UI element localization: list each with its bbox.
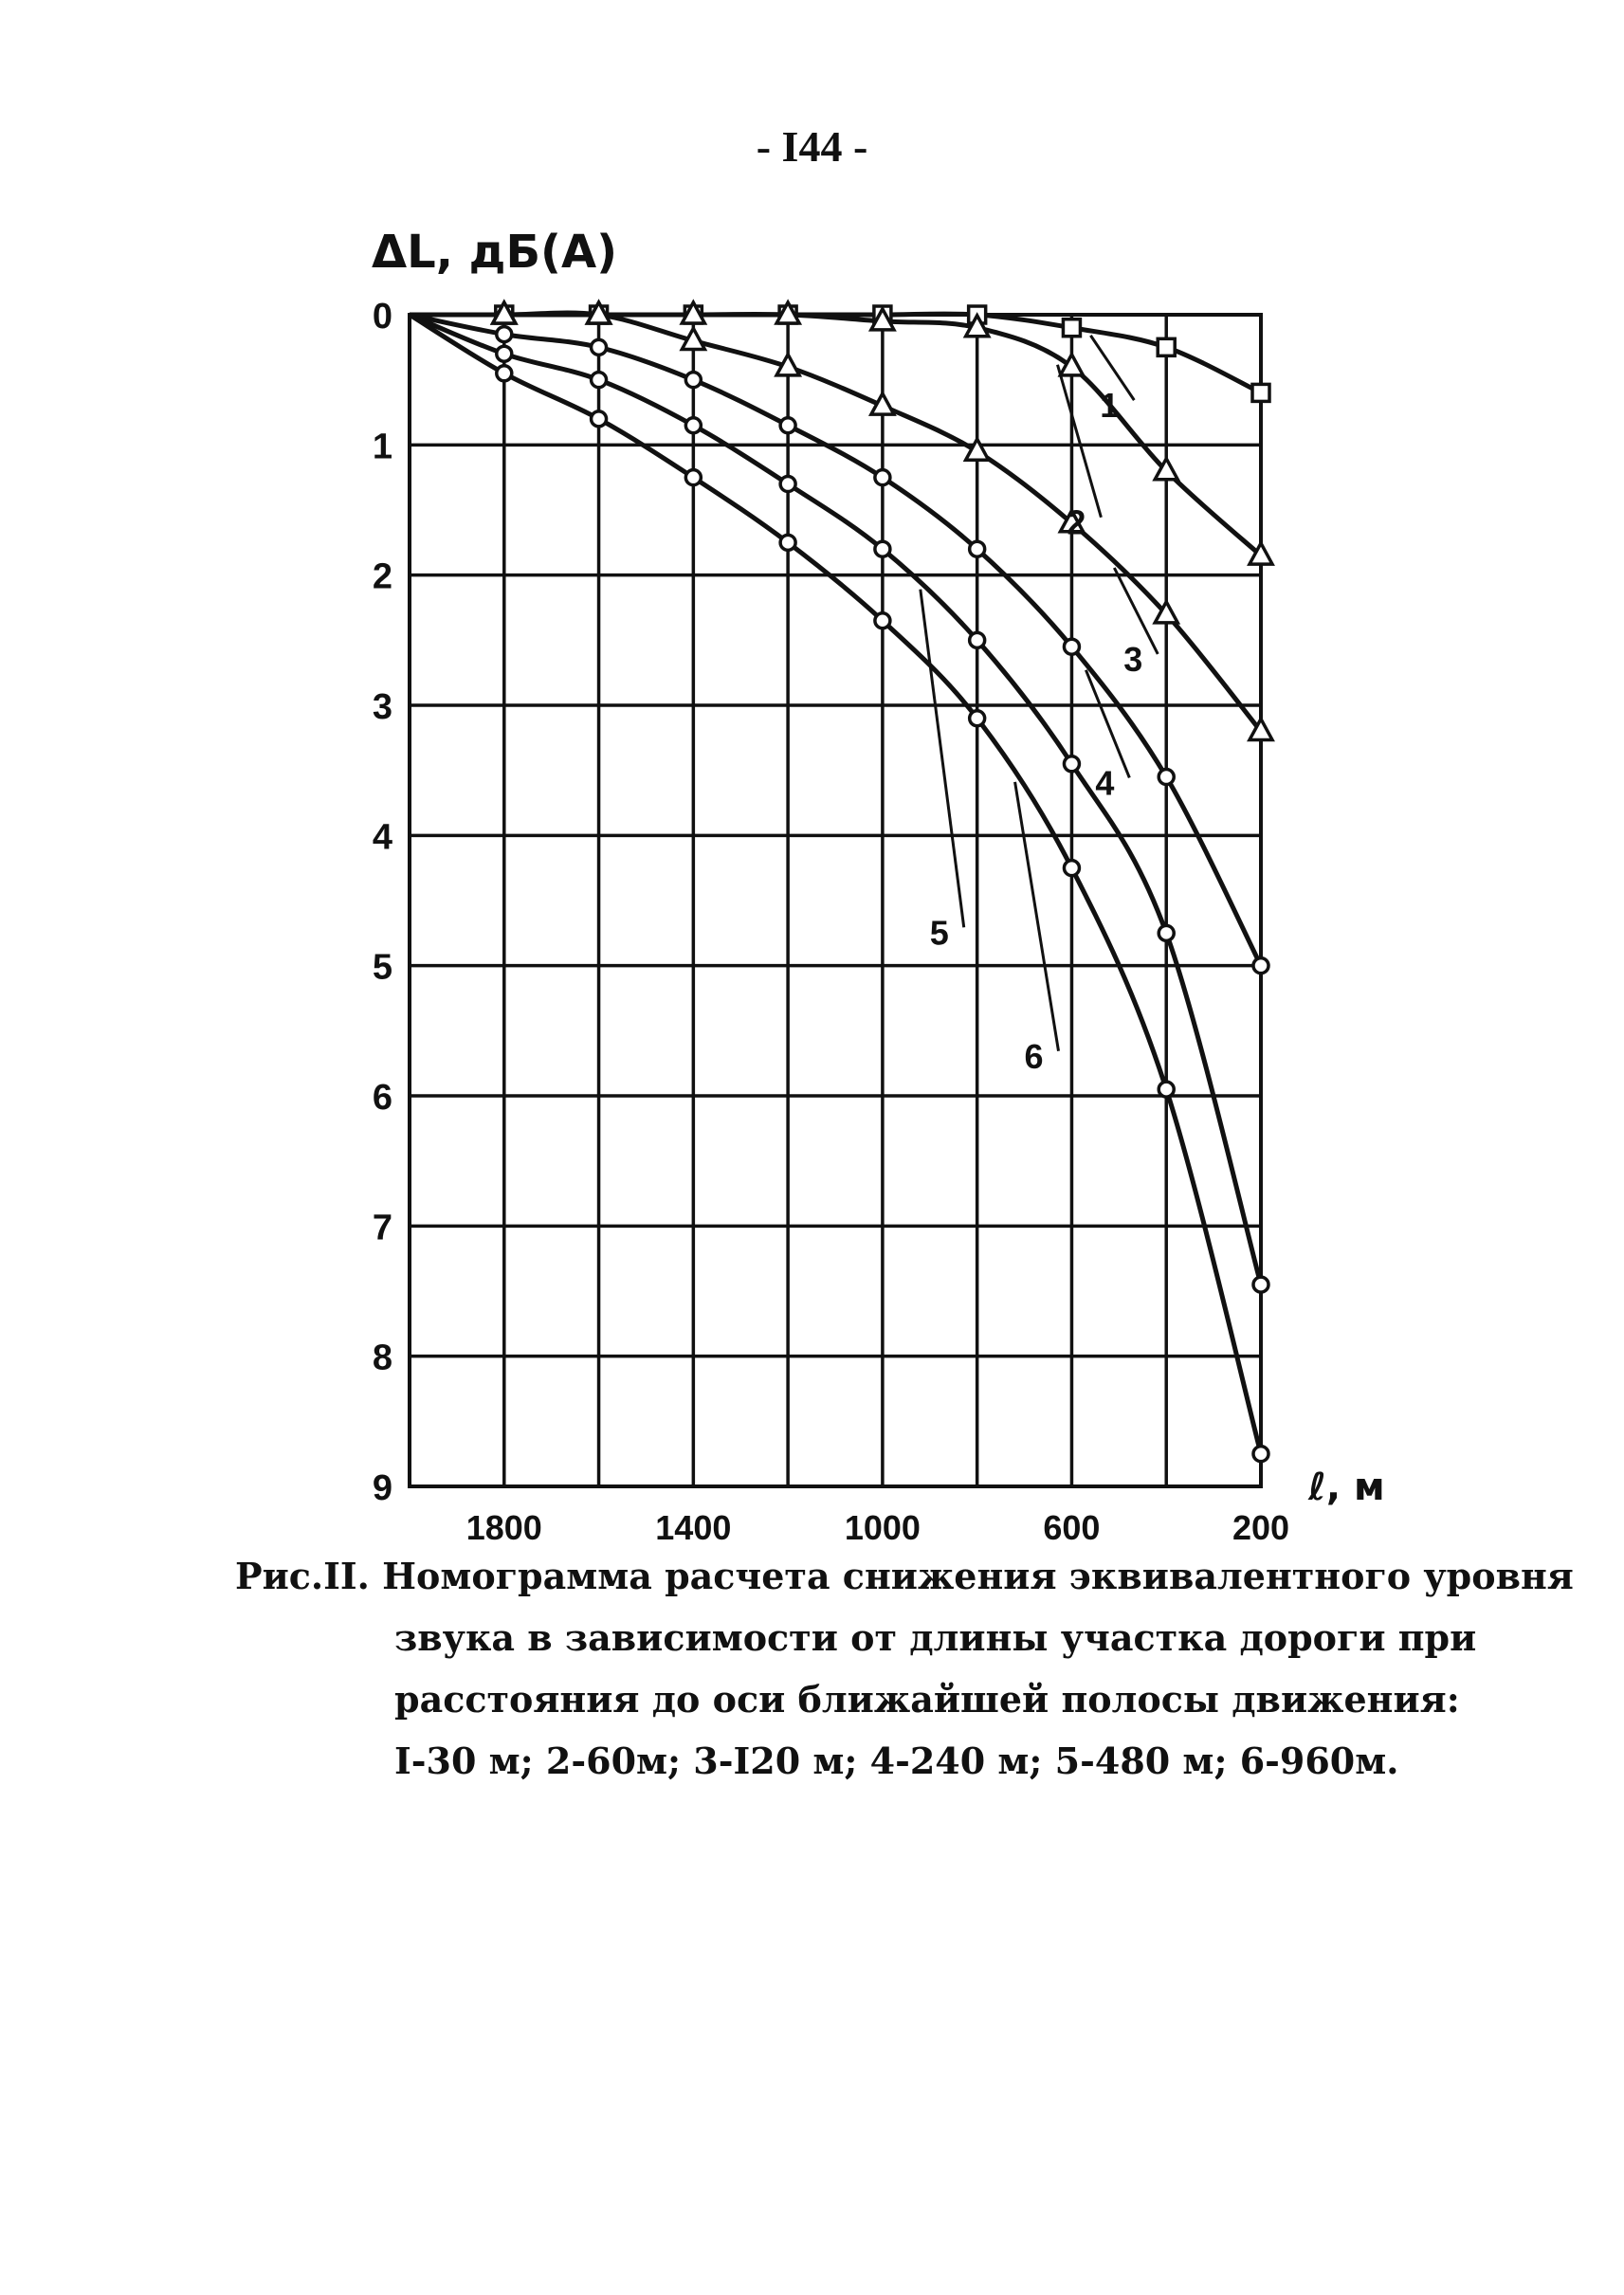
y-tick-label: 8 (372, 1338, 392, 1378)
series-5-line (410, 315, 1261, 1284)
series-5-point (1064, 756, 1079, 772)
x-tick-label: 1800 (465, 1508, 542, 1547)
y-tick-label: 4 (372, 817, 392, 858)
series-6-point (497, 366, 512, 381)
series-6-label: 6 (1024, 1036, 1044, 1076)
x-tick-label: 600 (1043, 1508, 1101, 1547)
series-1-point (1158, 338, 1175, 355)
x-tick-label: 200 (1232, 1508, 1290, 1547)
series-4-point (1253, 958, 1268, 974)
series-1-point (1063, 319, 1080, 337)
series-6-point (1253, 1447, 1268, 1462)
series-1-point (1252, 384, 1269, 401)
figure-caption (235, 1545, 1574, 1792)
series-2-point (1060, 355, 1083, 375)
series-6-point (685, 470, 701, 485)
series-3-point (966, 439, 989, 460)
series-6-point (970, 711, 985, 726)
series-5-point (970, 632, 985, 647)
series-4-point (497, 327, 512, 342)
series-6-point (1064, 861, 1079, 876)
y-tick-label: 7 (372, 1208, 392, 1248)
caption-line-1: Рис.II. Номограмма расчета снижения эквивалентного уровня (235, 1555, 1574, 1597)
page-number: - I44 - (756, 122, 868, 171)
plot-frame (410, 315, 1261, 1486)
y-tick-label: 1 (372, 427, 392, 467)
x-axis-label: ℓ, м (1308, 1466, 1385, 1509)
series-6-point (592, 411, 607, 427)
series-4-point (685, 373, 701, 388)
series-4-point (875, 470, 890, 485)
series-1-label: 1 (1100, 386, 1120, 426)
series-5-point (685, 418, 701, 433)
series-4-label: 4 (1095, 763, 1115, 803)
caption-line-4: I-30 м; 2-60м; 3-I20 м; 4-240 м; 5-480 м; 6-960м. (394, 1739, 1399, 1782)
series-6-line (410, 315, 1261, 1454)
series-6-point (875, 613, 890, 628)
series-4-point (780, 418, 795, 433)
chart-series (410, 302, 1272, 1462)
series-2-line (410, 314, 1261, 556)
series-6-leader (1015, 782, 1059, 1051)
series-2-label: 2 (1067, 502, 1086, 542)
series-4-leader (1086, 670, 1129, 778)
series-5-point (592, 373, 607, 388)
series-5-point (780, 477, 795, 492)
series-5-point (875, 541, 890, 556)
y-tick-label: 2 (372, 556, 392, 597)
series-5-label: 5 (929, 913, 949, 953)
series-4-point (1159, 770, 1174, 785)
x-tick-label: 1000 (844, 1508, 921, 1547)
series-5-point (1159, 925, 1174, 940)
series-5-point (1253, 1277, 1268, 1292)
series-6-point (1159, 1082, 1174, 1097)
x-tick-label: 1400 (655, 1508, 732, 1547)
series-4-point (970, 541, 985, 556)
y-tick-label: 5 (372, 947, 392, 988)
y-tick-label: 9 (372, 1468, 392, 1508)
chart-grid (410, 315, 1261, 1486)
series-1-line (410, 314, 1261, 392)
series-4-point (592, 339, 607, 355)
caption-line-3: расстояния до оси ближайшей полосы движения: (394, 1678, 1460, 1721)
caption-line-2: звука в зависимости от длины участка дороги при (394, 1616, 1477, 1659)
series-4-point (1064, 639, 1079, 654)
y-tick-label: 3 (372, 687, 392, 727)
y-tick-label: 0 (372, 297, 392, 337)
series-5-leader (921, 590, 964, 928)
series-3-label: 3 (1123, 639, 1143, 679)
series-5-point (497, 346, 512, 361)
y-axis-label: ΔL, дБ(А) (372, 226, 618, 279)
series-6-point (780, 535, 795, 550)
y-tick-label: 6 (372, 1078, 392, 1118)
